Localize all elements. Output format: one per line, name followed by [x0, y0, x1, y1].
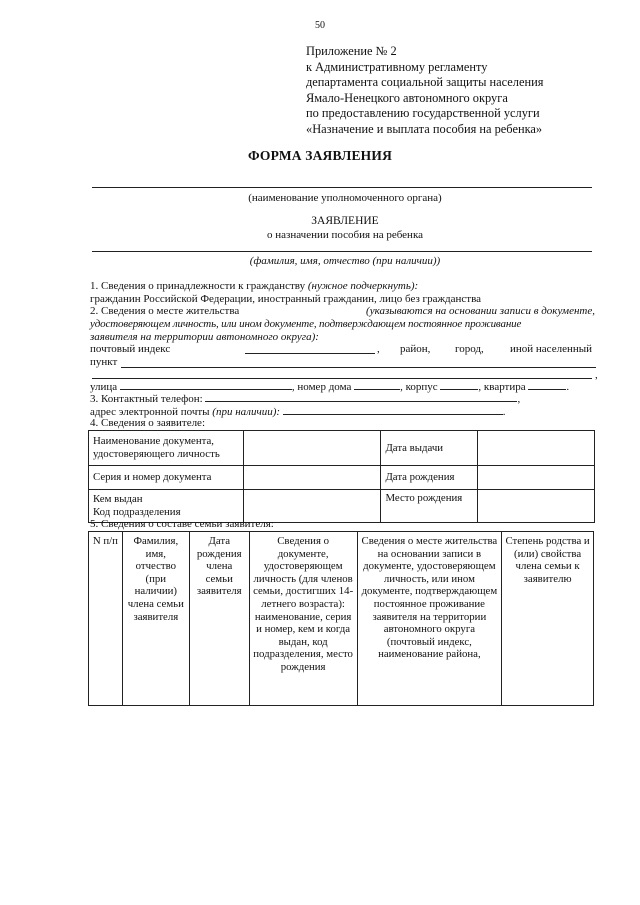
doc-number-label: Серия и номер документа: [89, 466, 244, 490]
section2-hint-3: заявителя на территории автономного округа):: [90, 331, 319, 343]
col-fio-header: Фамилия, имя, отчество (при наличии) члена семьи заявителя: [122, 532, 189, 706]
doc-number-value[interactable]: [243, 466, 381, 490]
applicant-table: [88, 430, 595, 523]
form-title: ФОРМА ЗАЯВЛЕНИЯ: [247, 148, 393, 163]
apartment-label: квартира: [483, 381, 526, 393]
house-label: номер дома: [297, 381, 352, 393]
section4-label: 4. Сведения о заявителе:: [90, 417, 206, 429]
col-relation-header: Степень родства и (или) свойства члена семьи к заявителю: [502, 532, 594, 706]
section1-heading: [90, 280, 418, 292]
appendix-line: Ямало-Ненецкого автономного округа: [306, 90, 508, 105]
phone-row: 3. Контактный телефон: ,: [90, 393, 521, 405]
email-row: адрес электронной почты (при наличии): .: [90, 406, 506, 418]
appendix-line: по предоставлению государственной услуги: [306, 106, 540, 121]
district-label: район,: [400, 343, 431, 355]
street-label: улица: [90, 381, 118, 393]
section5-label: 5. Сведения о составе семьи заявителя:: [90, 518, 274, 530]
house-field[interactable]: [354, 379, 400, 390]
city-label: город,: [455, 343, 484, 355]
birth-date-label: Дата рождения: [381, 466, 478, 490]
issue-date-label: Дата выдачи: [381, 431, 478, 466]
email-label: адрес электронной почты: [90, 406, 210, 418]
section2-label: 2. Сведения о месте жительства: [90, 305, 240, 317]
table-row: [89, 431, 595, 466]
statement-subtitle: о назначении пособия на ребенка: [266, 229, 424, 241]
appendix-line: Приложение № 2: [306, 44, 397, 58]
section2-heading: [90, 305, 595, 317]
col-document-header: Сведения о документе, удостоверяющем личность (для членов семьи, достигших 14-летнего возраста): наименование, серия и номер, кем и когда выдан, код подразделения, место рождения: [249, 532, 357, 706]
apartment-field[interactable]: [528, 379, 566, 390]
email-field[interactable]: [283, 404, 503, 415]
fio-caption: (фамилия, имя, отчество (при наличии)): [249, 255, 441, 267]
doc-name-value[interactable]: [243, 431, 381, 466]
authority-caption: (наименование уполномоченного органа): [248, 192, 442, 204]
table-row: [89, 466, 595, 490]
family-table: [88, 531, 594, 706]
col-residence-header: Сведения о месте жительства на основании записи в документе, удостоверяющем личность, или ином документе, подтверждающем постоянное проживание заявителя на территории автономного округа (почтовый индекс, наименование района,: [357, 532, 502, 706]
building-label: корпус: [405, 381, 438, 393]
phone-field[interactable]: [205, 391, 517, 402]
table-header-row: [89, 532, 594, 706]
phone-label: 3. Контактный телефон:: [90, 393, 203, 405]
citizenship-options[interactable]: гражданин Российской Федерации, иностранный гражданин, лицо без гражданства: [90, 293, 482, 305]
birth-date-value[interactable]: [478, 466, 595, 490]
authority-field-line[interactable]: [92, 187, 592, 188]
doc-name-label: Наименование документа, удостоверяющего личность: [89, 431, 244, 466]
appendix-line: «Назначение и выплата пособия на ребенка»: [306, 121, 543, 136]
settlement-field[interactable]: [121, 367, 596, 368]
appendix-header: [306, 44, 606, 138]
section1-hint: (нужное подчеркнуть):: [307, 280, 419, 292]
statement-title: ЗАЯВЛЕНИЕ: [311, 215, 379, 227]
issued-by-label: Кем выдан Код подразделения: [89, 490, 244, 523]
street-row: улица , номер дома , корпус , квартира .: [90, 381, 570, 393]
appendix-line: к Административному регламенту: [306, 59, 488, 74]
postal-index-label: почтовый индекс: [90, 343, 171, 355]
appendix-line: департамента социальной защиты населения: [306, 75, 544, 90]
col-birthdate-header: Дата рождения члена семьи заявителя: [189, 532, 249, 706]
email-hint: (при наличии):: [212, 406, 281, 418]
other-settlement-label: иной населенный: [510, 343, 593, 355]
section1-label: 1. Сведения о принадлежности к гражданству: [90, 280, 306, 292]
building-field[interactable]: [440, 379, 478, 390]
fio-field-line[interactable]: [92, 251, 592, 252]
point-label: пункт: [90, 356, 118, 368]
birth-place-value[interactable]: [478, 490, 595, 523]
col-number-header: N п/п: [89, 532, 123, 706]
street-field[interactable]: [120, 379, 292, 390]
postal-index-field[interactable]: [245, 343, 375, 354]
section2-hint-1: (указываются на основании записи в документе,: [366, 305, 595, 317]
page-number: 50: [315, 20, 325, 31]
settlement-row: [90, 356, 117, 368]
issue-date-value[interactable]: [478, 431, 595, 466]
section2-hint-2: удостоверяющем личность, или ином документе, подтверждающем постоянное проживание: [90, 318, 522, 330]
birth-place-label: Место рождения: [381, 490, 478, 523]
